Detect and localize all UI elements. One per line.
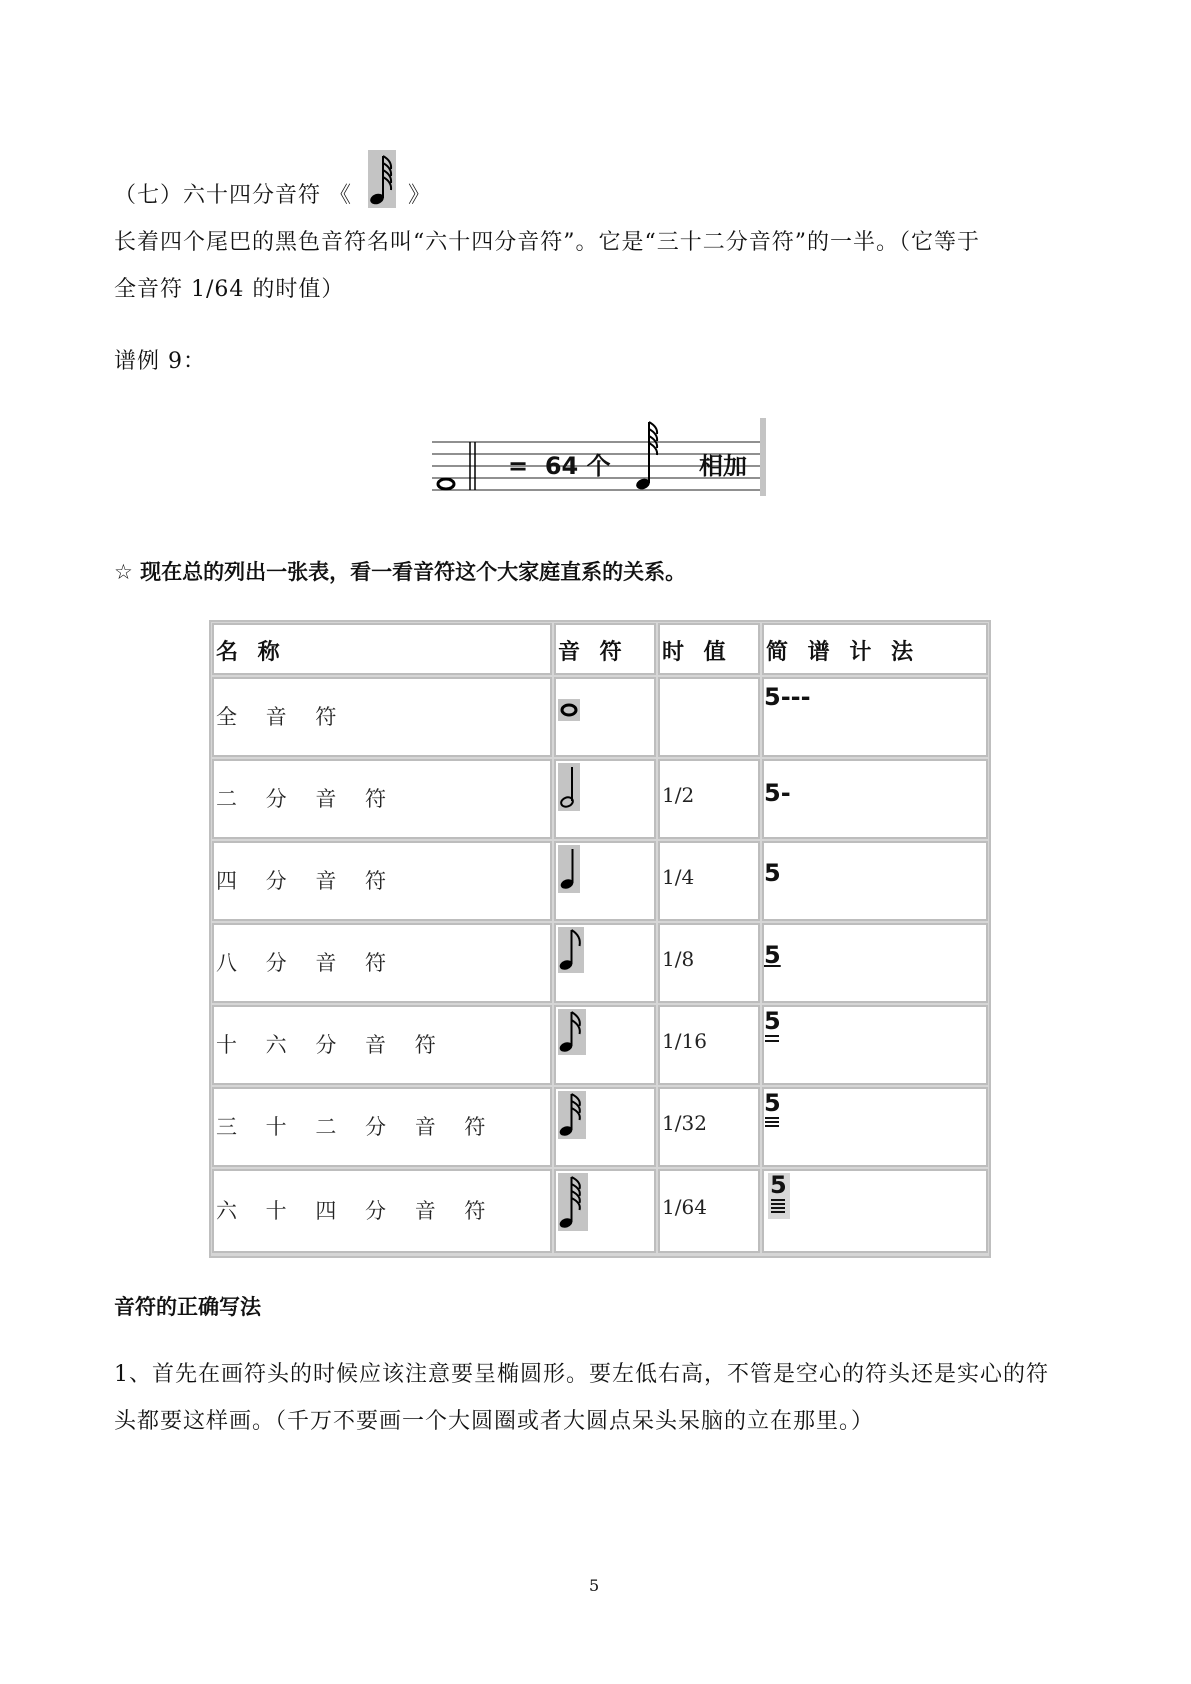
duration-cell: 1/4 bbox=[658, 841, 760, 921]
sixteenth-note-icon bbox=[558, 1009, 586, 1055]
writing-title: 音符的正确写法 bbox=[114, 1295, 261, 1319]
jianpu-cell: 5 bbox=[762, 923, 988, 1003]
desc-line-1: 长着四个尾巴的黑色音符名叫“六十四分音符”。它是“三十二分音符”的一半。（它等于 bbox=[114, 230, 980, 255]
table-header-duration: 时 值 bbox=[658, 623, 760, 675]
writing-line-2: 头都要这样画。（千万不要画一个大圆圈或者大圆点呆头呆脑的立在那里。） bbox=[114, 1409, 875, 1434]
note-cell bbox=[554, 1169, 656, 1253]
note-cell bbox=[554, 1087, 656, 1167]
table-row: 十 六 分 音 符 bbox=[212, 1005, 552, 1085]
jianpu-cell: 5 bbox=[762, 841, 988, 921]
table-header-name: 名 称 bbox=[212, 623, 552, 675]
note-values-table bbox=[209, 620, 991, 1258]
duration-cell: 1/32 bbox=[658, 1087, 760, 1167]
example-label: 谱例 9： bbox=[114, 349, 206, 374]
duration-cell: 1/64 bbox=[658, 1169, 760, 1253]
jianpu-cell: 5--- bbox=[762, 677, 988, 757]
writing-line-1: 1、首先在画符头的时候应该注意要呈椭圆形。要左低右高，不管是空心的符头还是实心的符 bbox=[114, 1362, 1050, 1387]
summary-line: ☆ 现在总的列出一张表，看一看音符这个大家庭直系的关系。 bbox=[114, 560, 687, 584]
jianpu-underline bbox=[771, 1211, 785, 1213]
section-heading: （七）六十四分音符 《 bbox=[114, 183, 352, 208]
sixty-fourth-note-icon bbox=[368, 150, 396, 208]
page-number: 5 bbox=[589, 1576, 600, 1595]
sixty-fourth-note-icon bbox=[558, 1173, 588, 1231]
table-row: 三 十 二 分 音 符 bbox=[212, 1087, 552, 1167]
eighth-note-icon bbox=[558, 927, 584, 973]
duration-cell bbox=[658, 677, 760, 757]
note-cell bbox=[554, 923, 656, 1003]
jianpu-underline bbox=[765, 1125, 779, 1127]
thirty-second-note-icon bbox=[558, 1091, 586, 1139]
jianpu-cell: 5 bbox=[762, 1169, 988, 1253]
note-cell bbox=[554, 841, 656, 921]
section-heading-close: 》 bbox=[408, 183, 432, 208]
jianpu-underline bbox=[765, 1040, 779, 1042]
duration-cell: 1/16 bbox=[658, 1005, 760, 1085]
example-suffix: 相加 bbox=[699, 452, 747, 480]
table-header-jianpu: 简 谱 计 法 bbox=[762, 623, 988, 675]
note-cell bbox=[554, 677, 656, 757]
table-row: 全 音 符 bbox=[212, 677, 552, 757]
note-cell bbox=[554, 1005, 656, 1085]
jianpu-underline bbox=[771, 1207, 785, 1209]
table-row: 二 分 音 符 bbox=[212, 759, 552, 839]
jianpu-underline bbox=[765, 1117, 779, 1119]
jianpu-cell: 5- bbox=[762, 759, 988, 839]
jianpu-underline bbox=[765, 1035, 779, 1037]
half-note-icon bbox=[558, 763, 580, 811]
jianpu-cell: 5 bbox=[762, 1087, 988, 1167]
jianpu-underline bbox=[771, 1203, 785, 1205]
note-cell bbox=[554, 759, 656, 839]
quarter-note-icon bbox=[558, 845, 580, 893]
desc-line-2: 全音符 1/64 的时值） bbox=[114, 277, 345, 302]
table-row: 六 十 四 分 音 符 bbox=[212, 1169, 552, 1253]
table-header-note: 音 符 bbox=[554, 623, 656, 675]
jianpu-cell: 5 bbox=[762, 1005, 988, 1085]
duration-cell: 1/2 bbox=[658, 759, 760, 839]
duration-cell: 1/8 bbox=[658, 923, 760, 1003]
example-equation: = 64 个 bbox=[508, 452, 611, 480]
whole-note-icon bbox=[558, 699, 580, 721]
example-9-figure bbox=[432, 418, 768, 496]
table-row: 四 分 音 符 bbox=[212, 841, 552, 921]
jianpu-underline bbox=[765, 1121, 779, 1123]
table-row: 八 分 音 符 bbox=[212, 923, 552, 1003]
jianpu-underline bbox=[771, 1199, 785, 1201]
